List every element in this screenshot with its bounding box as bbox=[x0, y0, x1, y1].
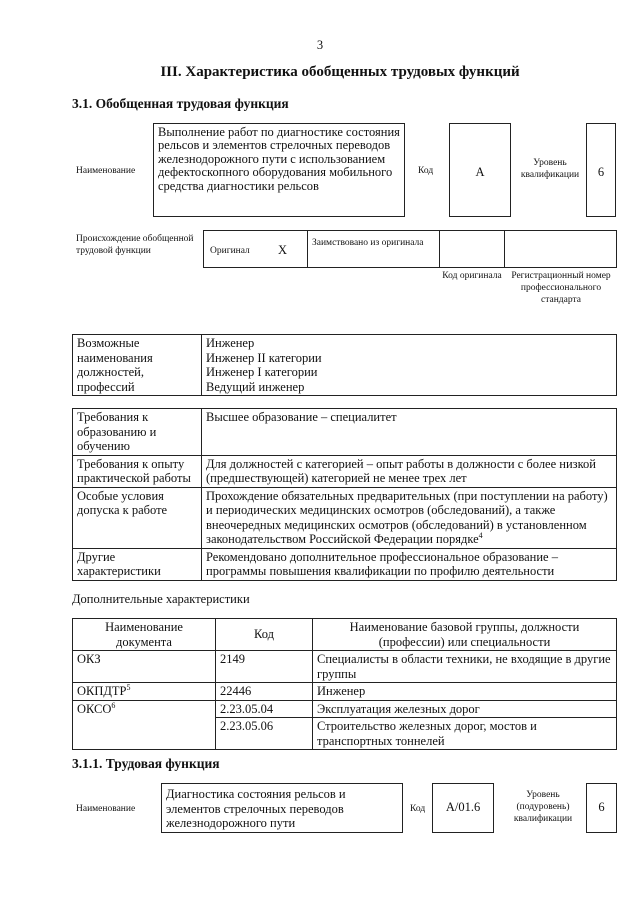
additional-header-code: Код bbox=[216, 619, 313, 651]
origin-original-mark: X bbox=[278, 243, 288, 257]
name-cell: Инженер bbox=[313, 683, 617, 701]
req-experience-label: Требования к опыту практической работы bbox=[73, 455, 202, 487]
name-cell: Эксплуатация железных дорог bbox=[313, 700, 617, 718]
doc-cell bbox=[73, 651, 216, 683]
positions-table bbox=[72, 334, 617, 396]
footnote-5: 5 bbox=[126, 682, 131, 692]
code-cell: 22446 bbox=[216, 683, 313, 701]
table-row bbox=[73, 700, 617, 718]
subsection-title: 3.1. Обобщенная трудовая функция bbox=[72, 96, 289, 111]
requirements-table bbox=[72, 408, 617, 581]
req-experience-value: Для должностей с категорией – опыт работы в должности с более низкой (предшествующей) категорией не менее трех лет bbox=[202, 455, 617, 487]
req-education-label: Требования к образованию и обучению bbox=[73, 409, 202, 456]
gtf-level-value: 6 bbox=[586, 123, 616, 217]
origin-table bbox=[203, 230, 617, 268]
origin-divider-1 bbox=[307, 231, 308, 267]
gtf-code-value: A bbox=[449, 123, 511, 217]
additional-header-doc: Наименование документа bbox=[73, 619, 216, 651]
name-cell: Специалисты в области техники, не входящие в другие группы bbox=[313, 651, 617, 683]
doc-cell bbox=[73, 683, 216, 701]
table-row bbox=[73, 651, 617, 683]
gtf-name-label: Наименование bbox=[76, 166, 136, 176]
doc-name: ОКСО bbox=[77, 701, 112, 716]
req-admission-cell bbox=[202, 487, 617, 548]
position-item: Инженер II категории bbox=[206, 350, 322, 365]
req-other-value: Рекомендовано дополнительное профессиональное образование – программы повышения квалификации по профилю деятельности bbox=[202, 548, 617, 580]
table-row bbox=[73, 683, 617, 701]
origin-original-label: Оригинал bbox=[210, 246, 250, 256]
req-admission-value: Прохождение обязательных предварительных (при поступлении на работу) и периодических медицинских осмотров (обследований), а также внеочередных медицинских осмотров (обследований) в установленном законодательством Российской Федерации порядке bbox=[206, 488, 608, 546]
gtf-name-value: Выполнение работ по диагностике состояния рельсов и элементов стрелочных переводов железнодорожного пути с использованием дефектоскопного оборудования мобильного средства диагностики рельсов bbox=[153, 123, 405, 217]
origin-reg-caption: Регистрационный номер профессионального стандарта bbox=[511, 271, 611, 305]
origin-divider-3 bbox=[504, 231, 505, 267]
tf-level-value: 6 bbox=[586, 783, 617, 833]
additional-title: Дополнительные характеристики bbox=[72, 592, 250, 606]
doc-name: ОКЗ bbox=[77, 652, 101, 666]
tf-level-label: Уровень (подуровень) квалификации bbox=[513, 790, 573, 824]
origin-label: Происхождение обобщенной трудовой функции bbox=[76, 234, 194, 256]
page-number: 3 bbox=[316, 38, 324, 52]
footnote-4: 4 bbox=[478, 530, 483, 540]
tf-title: 3.1.1. Трудовая функция bbox=[72, 756, 220, 771]
footnote-6: 6 bbox=[111, 700, 116, 710]
tf-code-value: A/01.6 bbox=[432, 783, 494, 833]
origin-borrowed-label: Заимствовано из оригинала bbox=[312, 238, 424, 248]
tf-code-label: Код bbox=[410, 804, 426, 814]
gtf-level-label: Уровень квалификации bbox=[520, 158, 580, 180]
positions-list bbox=[202, 335, 617, 396]
additional-table bbox=[72, 618, 617, 750]
req-other-label: Другие характеристики bbox=[73, 548, 202, 580]
position-item: Ведущий инженер bbox=[206, 379, 305, 394]
code-cell: 2.23.05.06 bbox=[216, 718, 313, 750]
tf-name-label: Наименование bbox=[76, 804, 136, 814]
position-item: Инженер bbox=[206, 336, 255, 350]
name-cell: Строительство железных дорог, мостов и транспортных тоннелей bbox=[313, 718, 617, 750]
section-title: III. Характеристика обобщенных трудовых функций bbox=[160, 64, 520, 80]
gtf-code-label: Код bbox=[418, 166, 434, 176]
tf-name-value: Диагностика состояния рельсов и элементов стрелочных переводов железнодорожного пути bbox=[161, 783, 403, 833]
additional-header-name: Наименование базовой группы, должности (профессии) или специальности bbox=[313, 619, 617, 651]
doc-name: ОКПДТР bbox=[77, 684, 127, 698]
origin-divider-2 bbox=[439, 231, 440, 267]
code-cell: 2.23.05.04 bbox=[216, 700, 313, 718]
doc-cell bbox=[73, 700, 216, 750]
code-cell: 2149 bbox=[216, 651, 313, 683]
positions-label: Возможные наименования должностей, профессий bbox=[73, 335, 202, 396]
req-education-value: Высшее образование – специалитет bbox=[202, 409, 617, 456]
req-admission-label: Особые условия допуска к работе bbox=[73, 487, 202, 548]
position-item: Инженер I категории bbox=[206, 365, 318, 379]
origin-code-caption: Код оригинала bbox=[442, 271, 502, 281]
